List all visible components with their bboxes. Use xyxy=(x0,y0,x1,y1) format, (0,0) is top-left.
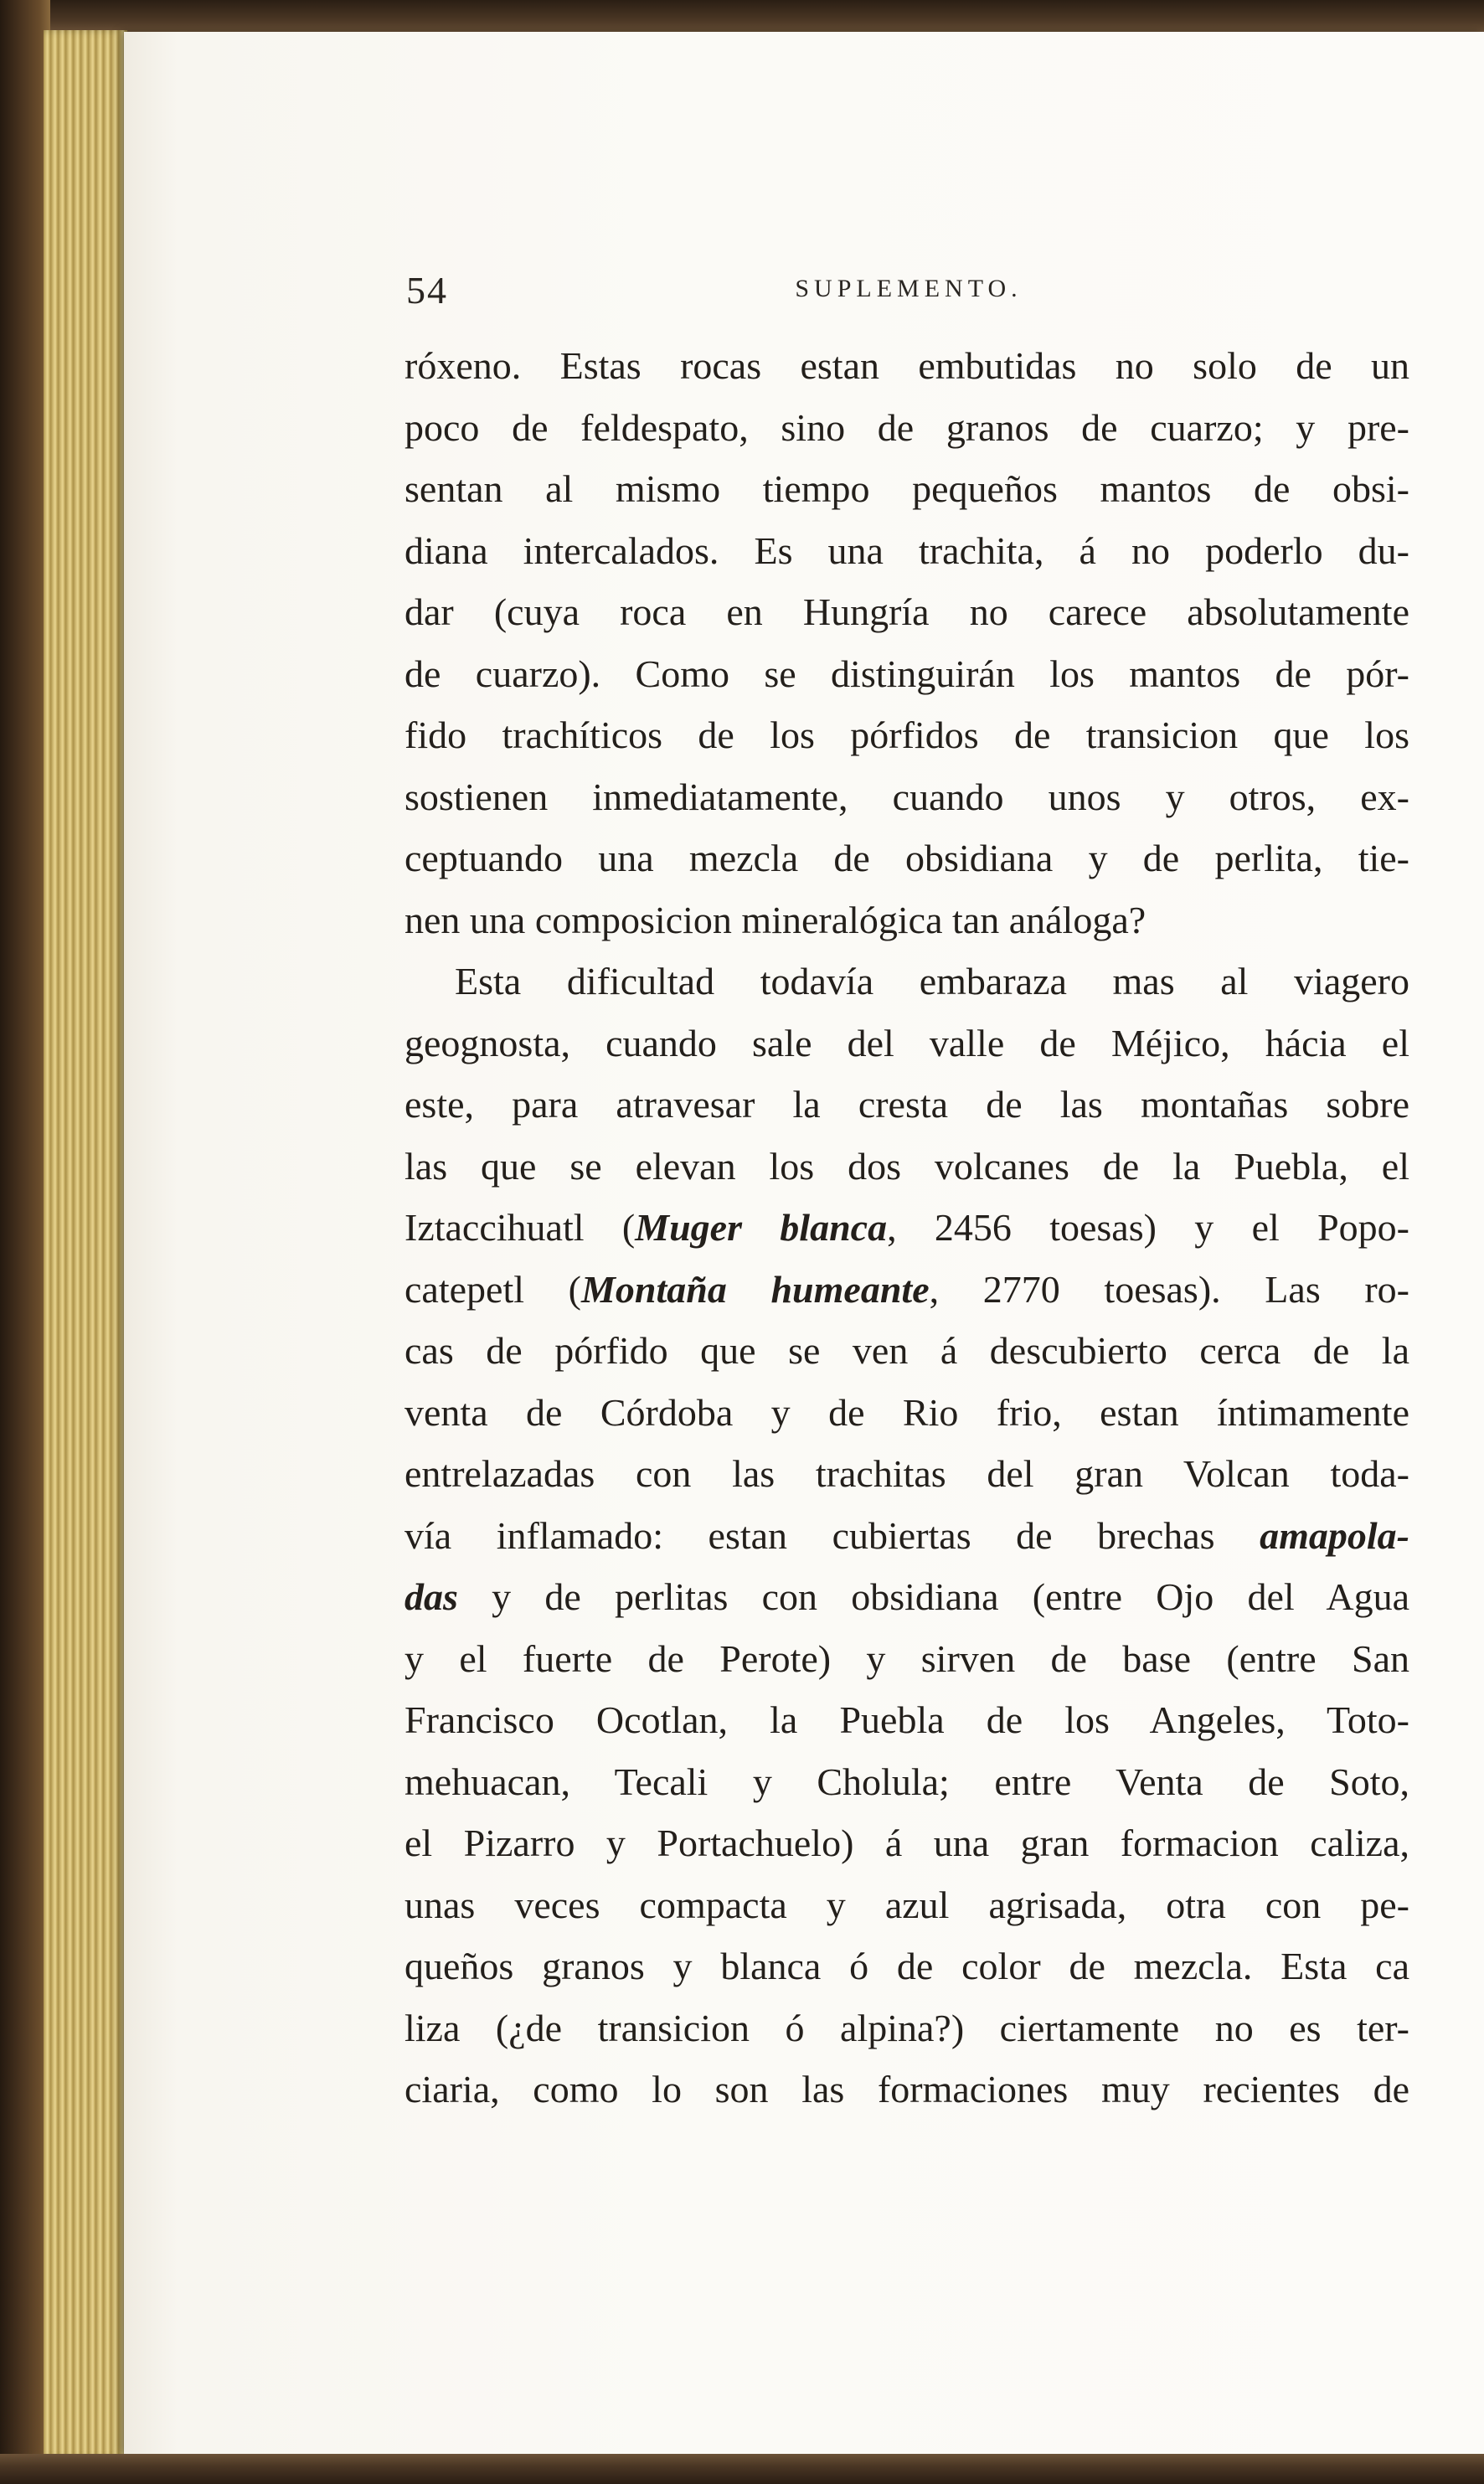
book-binding-left xyxy=(0,0,50,2484)
running-head: SUPLEMENTO. xyxy=(795,275,1023,302)
italic-term: amapola- xyxy=(1260,1513,1409,1557)
page-header xyxy=(406,268,1411,327)
text-segment: , 2770 toesas). Las ro- xyxy=(929,1267,1409,1311)
text-line: venta de Córdoba y de Rio frio, estan íntimamente xyxy=(404,1390,1409,1434)
text-line: dar (cuya roca en Hungría no carece absolutamente xyxy=(404,590,1409,633)
text-line: entrelazadas con las trachitas del gran Volcan toda- xyxy=(404,1452,1409,1495)
book-binding-top xyxy=(0,0,1484,33)
page-number: 54 xyxy=(406,269,448,312)
text-line: sentan al mismo tiempo pequeños mantos de obsi- xyxy=(404,467,1409,510)
text-line: este, para atravesar la cresta de las montañas sobre xyxy=(404,1083,1409,1126)
text-line: el Pizarro y Portachuelo) á una gran formacion caliza, xyxy=(404,1822,1409,1864)
italic-term: das xyxy=(404,1575,458,1618)
book-binding-bottom xyxy=(0,2454,1484,2484)
text-line xyxy=(404,1197,1409,1259)
text-line: unas veces compacta y azul agrisada, otra con pe- xyxy=(404,1883,1409,1926)
text-line: Esta dificultad todavía embaraza mas al viagero xyxy=(455,960,1409,1002)
body-text xyxy=(404,335,1409,2121)
text-line: Francisco Ocotlan, la Puebla de los Angeles, Toto- xyxy=(404,1698,1409,1741)
text-line: liza (¿de transicion ó alpina?) ciertamente no es ter- xyxy=(404,2006,1409,2049)
text-line: las que se elevan los dos volcanes de la Puebla, el xyxy=(404,1144,1409,1188)
text-line: cas de pórfido que se ven á descubierto cerca de la xyxy=(404,1329,1409,1372)
text-line xyxy=(404,1505,1409,1567)
text-line: ciaria, como lo son las formaciones muy recientes de xyxy=(404,2068,1409,2110)
text-line: geognosta, cuando sale del valle de Méjico, hácia el xyxy=(404,1021,1409,1064)
italic-term: Muger blanca xyxy=(635,1206,888,1249)
text-line: queños granos y blanca ó de color de mezcla. Esta ca xyxy=(404,1945,1409,1987)
italic-term: Montaña humeante xyxy=(580,1267,930,1311)
page-edges xyxy=(44,30,127,2459)
text-line: diana intercalados. Es una trachita, á no poderlo du- xyxy=(404,528,1409,572)
text-segment: vía inflamado: estan cubiertas de brechas xyxy=(404,1513,1260,1557)
text-line: ceptuando una mezcla de obsidiana y de perlita, tie- xyxy=(404,837,1409,879)
text-segment: y de perlitas con obsidiana (entre Ojo del Agua xyxy=(457,1575,1409,1618)
text-line: poco de feldespato, sino de granos de cuarzo; y pre- xyxy=(404,405,1409,449)
text-line: nen una composicion mineralógica tan análoga? xyxy=(404,898,1146,941)
text-line: mehuacan, Tecali y Cholula; entre Venta de Soto, xyxy=(404,1760,1409,1803)
text-line: sostienen inmediatamente, cuando unos y otros, ex- xyxy=(404,775,1409,818)
text-line: y el fuerte de Perote) y sirven de base (entre San xyxy=(404,1636,1409,1680)
text-line: fido trachíticos de los pórfidos de transicion que los xyxy=(404,714,1409,756)
text-line xyxy=(404,1259,1409,1321)
text-segment: Iztaccihuatl ( xyxy=(404,1206,636,1249)
text-line: de cuarzo). Como se distinguirán los mantos de pór- xyxy=(404,652,1409,695)
text-line: róxeno. Estas rocas estan embutidas no solo de un xyxy=(404,344,1409,387)
text-line xyxy=(404,1566,1409,1628)
text-segment: , 2456 toesas) y el Popo- xyxy=(887,1206,1409,1249)
text-segment: catepetl ( xyxy=(404,1267,581,1311)
